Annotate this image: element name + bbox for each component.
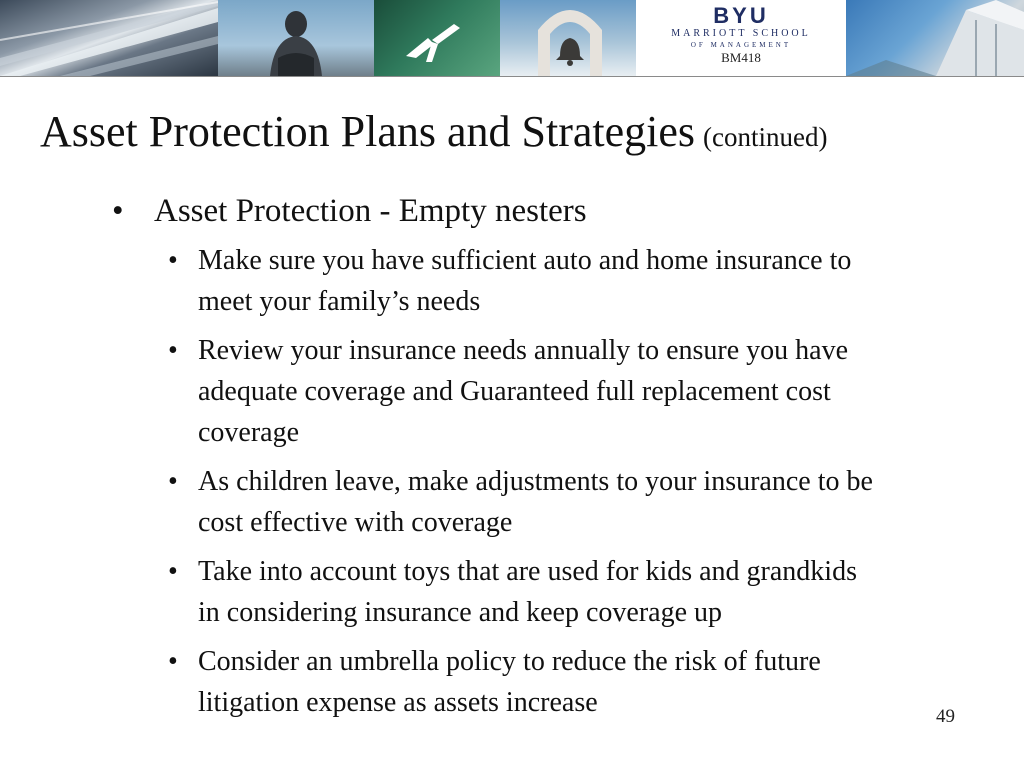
- bullet-dot: •: [168, 466, 178, 497]
- header-banner: [0, 0, 1024, 77]
- y-mountain-photo-icon: [374, 0, 500, 76]
- bullet-dot: •: [112, 193, 124, 229]
- sub-bullet: [112, 240, 878, 322]
- slide-title: [40, 104, 827, 170]
- bullet-dot: •: [168, 646, 178, 677]
- title-main: Asset Protection Plans and Strategies: [40, 107, 696, 156]
- bell-tower-photo-icon: [500, 0, 636, 76]
- logo-word: BYU: [713, 3, 769, 28]
- byu-logo: [636, 4, 846, 66]
- sub-bullet: [112, 641, 878, 723]
- course-code: BM418: [721, 50, 761, 65]
- sub-bullet-text: Consider an umbrella policy to reduce the risk of future litigation expense as assets increase: [198, 646, 821, 718]
- bullet-dot: •: [168, 556, 178, 587]
- sub-bullet-list: [112, 240, 902, 723]
- building-photo-icon: [0, 0, 218, 76]
- sub-bullet-text: As children leave, make adjustments to your insurance to be cost effective with coverage: [198, 466, 873, 538]
- main-bullet: [112, 188, 902, 234]
- sub-bullet-text: Take into account toys that are used for kids and grandkids in considering insurance and keep coverage up: [198, 556, 857, 628]
- sub-bullet: [112, 330, 878, 453]
- sub-bullet-text: Review your insurance needs annually to ensure you have adequate coverage and Guaranteed full replacement cost coverage: [198, 335, 849, 448]
- slide-body: [112, 188, 902, 731]
- bullet-dot: •: [168, 335, 178, 366]
- page-number: 49: [936, 706, 955, 727]
- logo-school: MARRIOTT SCHOOL: [671, 28, 811, 39]
- statue-photo-icon: [218, 0, 374, 76]
- sub-bullet: [112, 461, 878, 543]
- byu-logo-icon: [636, 0, 846, 76]
- sub-bullet: [112, 551, 878, 633]
- main-bullet-text: Asset Protection - Empty nesters: [154, 193, 587, 229]
- sub-bullet-text: Make sure you have sufficient auto and home insurance to meet your family’s needs: [198, 245, 852, 317]
- bullet-dot: •: [168, 245, 178, 276]
- logo-of-management: OF MANAGEMENT: [690, 41, 792, 49]
- title-suffix: (continued): [703, 122, 828, 152]
- tower-photo-icon: [846, 0, 1024, 76]
